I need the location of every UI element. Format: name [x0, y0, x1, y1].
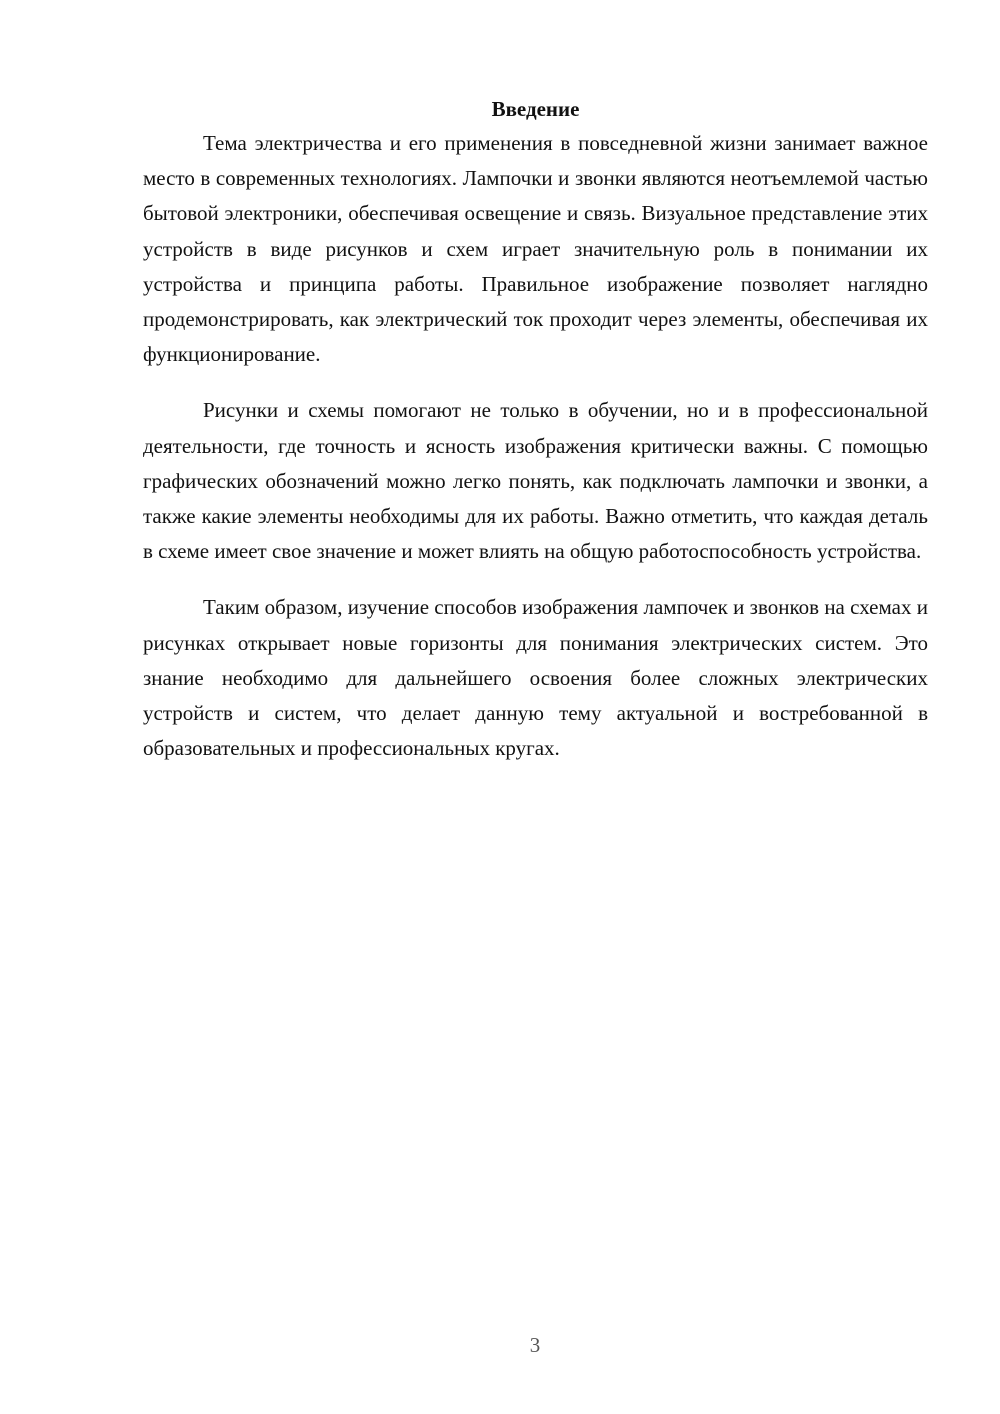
paragraph-2: Рисунки и схемы помогают не только в обучении, но и в профессиональной деятельности, где точность и ясность изображения критически важны. С помощью графических обозначений можно легко понять, как подключать лампочки и звонки, а также какие элементы необходимы для их работы. Важно отметить, что каждая деталь в схеме имеет свое значение и может влиять на общую работоспособность устройства. — [143, 398, 928, 564]
paragraph-3: Таким образом, изучение способов изображения лампочек и звонков на схемах и рисунках открывает новые горизонты для понимания электрических систем. Это знание необходимо для дальнейшего освоения более сложных электрических устройств и систем, что делает данную тему актуальной и востребованной в образовательных и профессиональных кругах. — [143, 595, 928, 761]
paragraph-1: Тема электричества и его применения в повседневной жизни занимает важное место в современных технологиях. Лампочки и звонки являются неотъемлемой частью бытовой электроники, обеспечивая освещение и связь. Визуальное представление этих устройств в виде рисунков и схем играет значительную роль в понимании их устройства и принципа работы. Правильное изображение позволяет наглядно продемонстрировать, как электрический ток проходит через элементы, обеспечивая их функционирование. — [143, 131, 928, 367]
page-number: 3 — [529, 1333, 541, 1357]
page-content — [143, 92, 928, 787]
section-title: Введение — [491, 97, 580, 121]
